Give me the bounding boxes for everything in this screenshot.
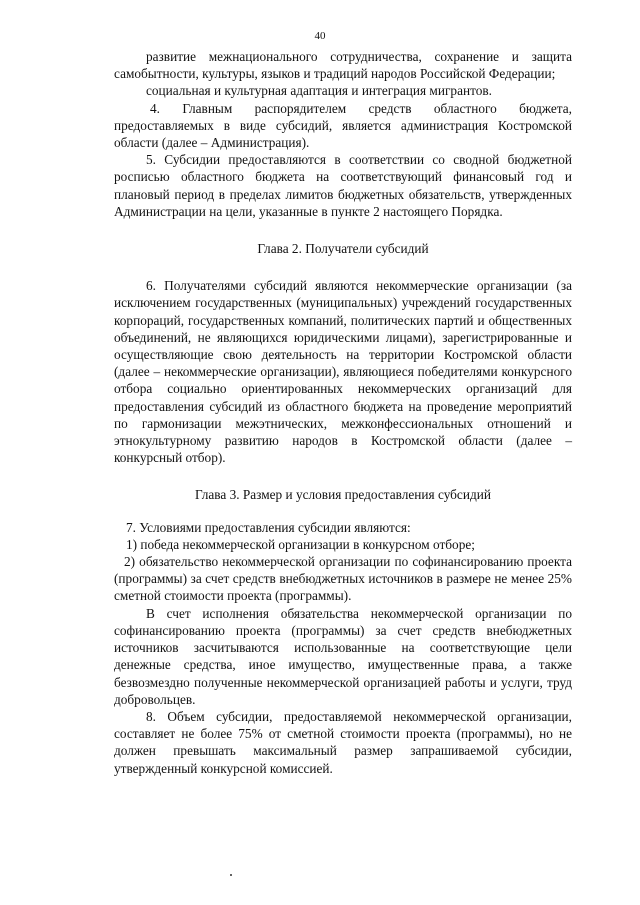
footer-dot-mark: [230, 874, 232, 876]
paragraph-6-recipients: 6. Получателями субсидий являются некоммерческие организации (за исключением государственных (муниципальных) учреждений государственных корпораций, государственных компаний, политических партий и общественных объединений, не являющихся юридическими лицами), зарегистрированные и осуществляющие свою деятельность на территории Костромской области (далее – некоммерческие организации), являющиеся победителями конкурсного отбора социально ориентированных некоммерческих организаций для предоставления субсидий из областного бюджета на проведение мероприятий по гармонизации межэтнических, межконфессиональных отношений и этнокультурному развитию народов в Костромской области (далее – конкурсный отбор).: [114, 278, 572, 466]
paragraph-migrant-adaptation: социальная и культурная адаптация и интеграция мигрантов.: [146, 83, 492, 99]
page-number: 40: [314, 30, 326, 42]
paragraph-5-budget-allocation: 5. Субсидии предоставляются в соответствии со сводной бюджетной росписью областного бюджета на соответствующий финансовый год и плановый период в пределах лимитов бюджетных обязательств, утвержденных Администрации на цели, указанные в пункте 2 настоящего Порядка.: [114, 152, 572, 219]
paragraph-7-condition-1: 1) победа некоммерческой организации в конкурсном отборе;: [126, 536, 475, 552]
chapter-2-heading: Глава 2. Получатели субсидий: [257, 241, 429, 257]
paragraph-7-conditions: 7. Условиями предоставления субсидии являются:: [126, 519, 411, 535]
document-body: [114, 48, 572, 777]
paragraph-interethnic-cooperation: развитие межнационального сотрудничества, сохранение и защита самобытности, культуры, языков и традиций народов Российской Федерации;: [114, 49, 572, 82]
paragraph-8-subsidy-amount: 8. Объем субсидии, предоставляемой некоммерческой организации, составляет не более 75% от сметной стоимости проекта (программы), но не должен превышать максимальный размер запрашиваемой субсидии, утвержденный конкурсной комиссией.: [114, 708, 572, 776]
paragraph-7-condition-2: 2) обязательство некоммерческой организации по софинансированию проекта (программы) за счет средств внебюджетных источников в размере не менее 25% сметной стоимости проекта (программы).: [114, 554, 572, 604]
paragraph-7-cofinancing: В счет исполнения обязательства некоммерческой организации по софинансированию проекта (программы) за счет средств внебюджетных источников засчитываются использованные на соответствующие цели денежные средства, иное имущество, имущественные права, а также безвозмездно полученные некоммерческой организацией работы и услуги, труд добровольцев.: [114, 605, 572, 707]
paragraph-4-budget-administrator: 4. Главным распорядителем средств областного бюджета, предоставляемых в виде субсидий, является администрация Костромской области (далее – Администрация).: [114, 100, 572, 151]
chapter-3-heading: Глава 3. Размер и условия предоставления субсидий: [195, 487, 491, 503]
